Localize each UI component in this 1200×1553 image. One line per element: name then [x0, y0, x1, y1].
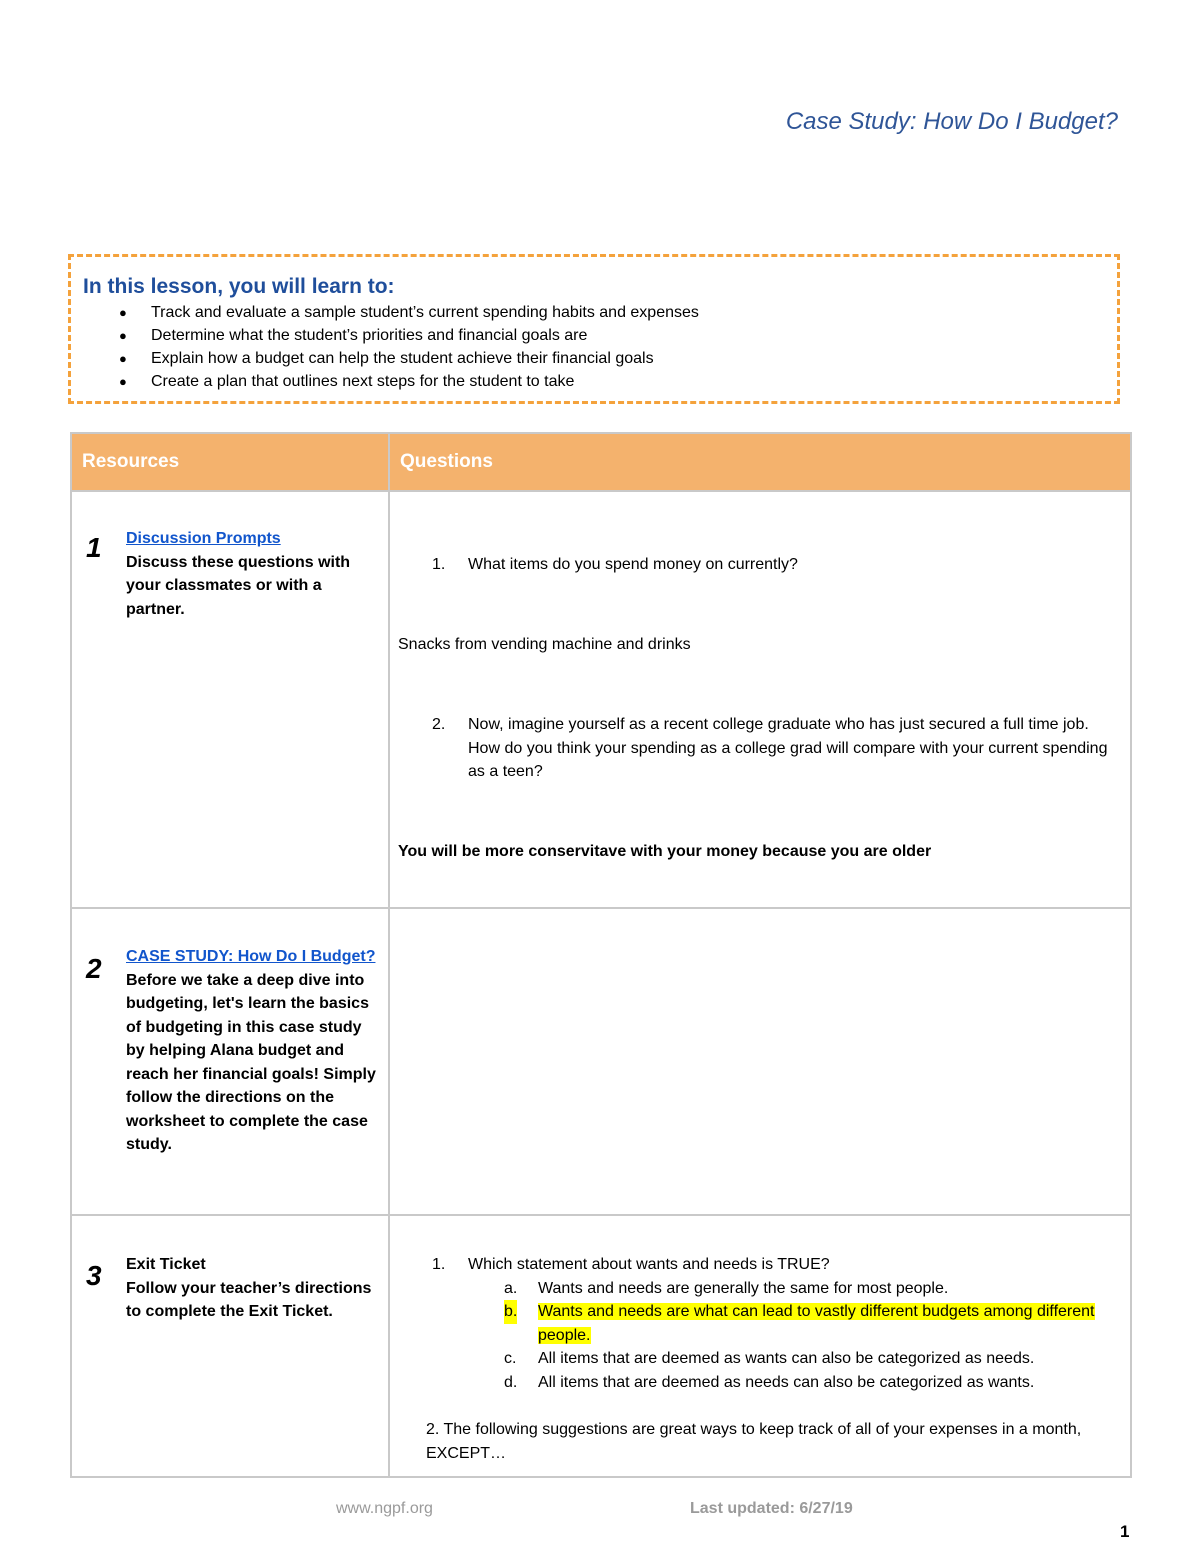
resource-description: Follow your teacher’s directions to complete the Exit Ticket. [126, 1279, 372, 1320]
option-letter: b. [504, 1300, 517, 1324]
option-text: Wants and needs are generally the same for most people. [538, 1279, 949, 1297]
resource-description: Discuss these questions with your classmates or with a partner. [126, 553, 351, 618]
learning-objectives-box [68, 254, 1120, 404]
question-text: What items do you spend money on currently? [468, 556, 798, 573]
option-letter: c. [504, 1350, 517, 1367]
question-item [398, 553, 1110, 577]
questions-cell [389, 908, 1131, 1215]
table-row [71, 1215, 1131, 1477]
footer-url: www.ngpf.org [336, 1500, 433, 1517]
questions-cell [389, 1215, 1131, 1477]
exit-ticket-title: Exit Ticket [126, 1256, 206, 1273]
case-study-link[interactable]: CASE STUDY: How Do I Budget? [126, 948, 376, 965]
question-text: Now, imagine yourself as a recent college graduate who has just secured a full time job. How do you think your spending as a college grad will compare with your current spending as a teen? [468, 716, 1108, 780]
question-text: Which statement about wants and needs is TRUE? [468, 1256, 830, 1273]
discussion-prompts-link[interactable]: Discussion Prompts [126, 530, 281, 547]
answer-option-d [398, 1371, 1110, 1395]
answer-option-c [398, 1347, 1110, 1371]
answer-text: Snacks from vending machine and drinks [398, 635, 691, 653]
resource-cell [71, 491, 389, 908]
objective-item: ● Determine what the student’s priorities and financial goals are [119, 324, 1105, 347]
question-number: 2. [432, 716, 446, 733]
objectives-list [83, 301, 1105, 393]
step-number: 1 [86, 532, 102, 563]
page-number: 1 [1120, 1522, 1130, 1541]
questions-cell [389, 491, 1131, 908]
option-text: All items that are deemed as needs can also be categorized as wants. [538, 1373, 1035, 1391]
question-item [398, 1253, 1110, 1277]
question-number: 1. [432, 1256, 446, 1273]
answer-option-b [398, 1300, 1110, 1347]
resource-cell [71, 1215, 389, 1477]
option-text: All items that are deemed as wants can also be categorized as needs. [538, 1350, 1035, 1367]
answer-option-a [398, 1277, 1110, 1301]
lesson-table [70, 432, 1132, 1478]
footer-last-updated: Last updated: 6/27/19 [690, 1500, 853, 1517]
resource-description: Before we take a deep dive into budgeting, let's learn the basics of budgeting in this case study by helping Alana budget and reach her financial goals! Simply follow the directions on the worksheet to complete the case study. [126, 971, 376, 1153]
document-title: Case Study: How Do I Budget? [785, 108, 1118, 135]
resource-cell [71, 908, 389, 1215]
question-item: 2. The following suggestions are great ways to keep track of all of your expenses in a month, EXCEPT… [426, 1421, 1082, 1462]
option-letter: a. [504, 1279, 518, 1297]
step-number: 3 [86, 1260, 102, 1291]
step-number: 2 [86, 953, 102, 984]
objective-item: ● Explain how a budget can help the student achieve their financial goals [119, 347, 1105, 370]
resources-column-header: Resources [71, 433, 389, 491]
objective-item: ● Track and evaluate a sample student’s current spending habits and expenses [119, 301, 1105, 324]
question-number: 1. [432, 556, 446, 573]
answer-text: You will be more conservitave with your money because you are older [398, 842, 932, 860]
objectives-heading: In this lesson, you will learn to: [83, 275, 395, 298]
table-row [71, 908, 1131, 1215]
question-item [398, 713, 1110, 784]
option-letter: d. [504, 1373, 518, 1391]
questions-column-header: Questions [389, 433, 1131, 491]
option-text-highlighted: Wants and needs are what can lead to vastly different budgets among different people. [538, 1303, 1095, 1344]
table-header-row [71, 433, 1131, 491]
table-row [71, 491, 1131, 908]
objective-item: ● Create a plan that outlines next steps for the student to take [119, 370, 1105, 393]
